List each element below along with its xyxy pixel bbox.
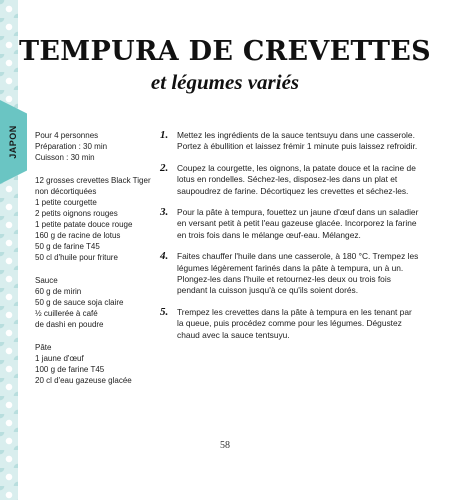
ingredient-line: 50 g de farine T45 — [35, 242, 100, 251]
ingredient-line: 1 petite patate douce rouge — [35, 220, 133, 229]
step-number: 5. — [160, 305, 169, 318]
ingredient-line: 1 petite courgette — [35, 198, 97, 207]
servings: Pour 4 personnes — [35, 131, 99, 140]
sauce-heading: Sauce — [35, 276, 58, 285]
ingredient-line: 20 cl d'eau gazeuse glacée — [35, 376, 132, 385]
prep-time: Préparation : 30 min — [35, 142, 108, 151]
sauce-ingredients — [35, 275, 153, 330]
ingredient-line: 160 g de racine de lotus — [35, 231, 121, 240]
ingredient-line: ½ cuillerée à café — [35, 309, 98, 318]
main-ingredients — [35, 175, 153, 263]
recipe-info — [35, 130, 153, 163]
ingredient-line: 60 g de mirin — [35, 287, 82, 296]
ingredient-line: de dashi en poudre — [35, 320, 104, 329]
step-4 — [160, 251, 420, 297]
recipe-title: TEMPURA DE CREVETTES — [19, 36, 431, 67]
step-number: 3. — [160, 206, 169, 219]
chapter-tab-label: JAPON — [8, 125, 18, 159]
ingredient-line: 12 grosses crevettes Black Tiger — [35, 176, 151, 185]
step-1 — [160, 130, 420, 153]
step-2 — [160, 163, 420, 197]
ingredient-line: 50 cl d'huile pour friture — [35, 253, 118, 262]
step-5 — [160, 307, 420, 341]
recipe-subtitle: et légumes variés — [150, 70, 300, 94]
step-text: Faites chauffer l'huile dans une casserole, à 180 °C. Trempez les légumes légèrement farinés dans la pâte à tempura, un à un. Plongez-les dans l'huile et retournez-les deux ou trois fois pendant la cuisson jusqu'à ce qu'ils soient dorés. — [177, 251, 419, 296]
cook-time: Cuisson : 30 min — [35, 153, 95, 162]
ingredient-line: 100 g de farine T45 — [35, 365, 105, 374]
batter-heading: Pâte — [35, 343, 52, 352]
step-number: 4. — [160, 250, 169, 263]
batter-ingredients — [35, 342, 153, 386]
steps-column — [160, 130, 420, 341]
step-text: Mettez les ingrédients de la sauce tentsuyu dans une casserole. Portez à ébullition et laissez frémir 1 minute puis laissez refroidir. — [177, 130, 418, 152]
ingredient-line: 1 jaune d'œuf — [35, 354, 84, 363]
step-text: Coupez la courgette, les oignons, la patate douce et la racine de lotus en rondelles. Séchez-les, disposez-les dans un plat et saupoudrez de farine. Décortiquez les crevettes et séchez-les. — [177, 162, 416, 196]
ingredient-line: 2 petits oignons rouges — [35, 209, 118, 218]
ingredient-line: 50 g de sauce soja claire — [35, 298, 124, 307]
step-text: Pour la pâte à tempura, fouettez un jaune d'œuf dans un saladier en versant petit à petit l'eau gazeuse glacée. Incorporez la farine en trois fois dans le mélange œuf-eau. Mélangez. — [177, 207, 419, 240]
step-number: 1. — [160, 129, 169, 141]
ingredients-column — [35, 130, 153, 398]
step-3 — [160, 207, 420, 241]
step-number: 2. — [160, 161, 169, 174]
page-number: 58 — [220, 440, 230, 451]
ingredient-line: non décortiquées — [35, 187, 97, 196]
step-text: Trempez les crevettes dans la pâte à tempura en les tenant par la queue, puis procédez comme pour les légumes. Dégustez chaud avec la sauce tentsuyu. — [177, 306, 412, 340]
